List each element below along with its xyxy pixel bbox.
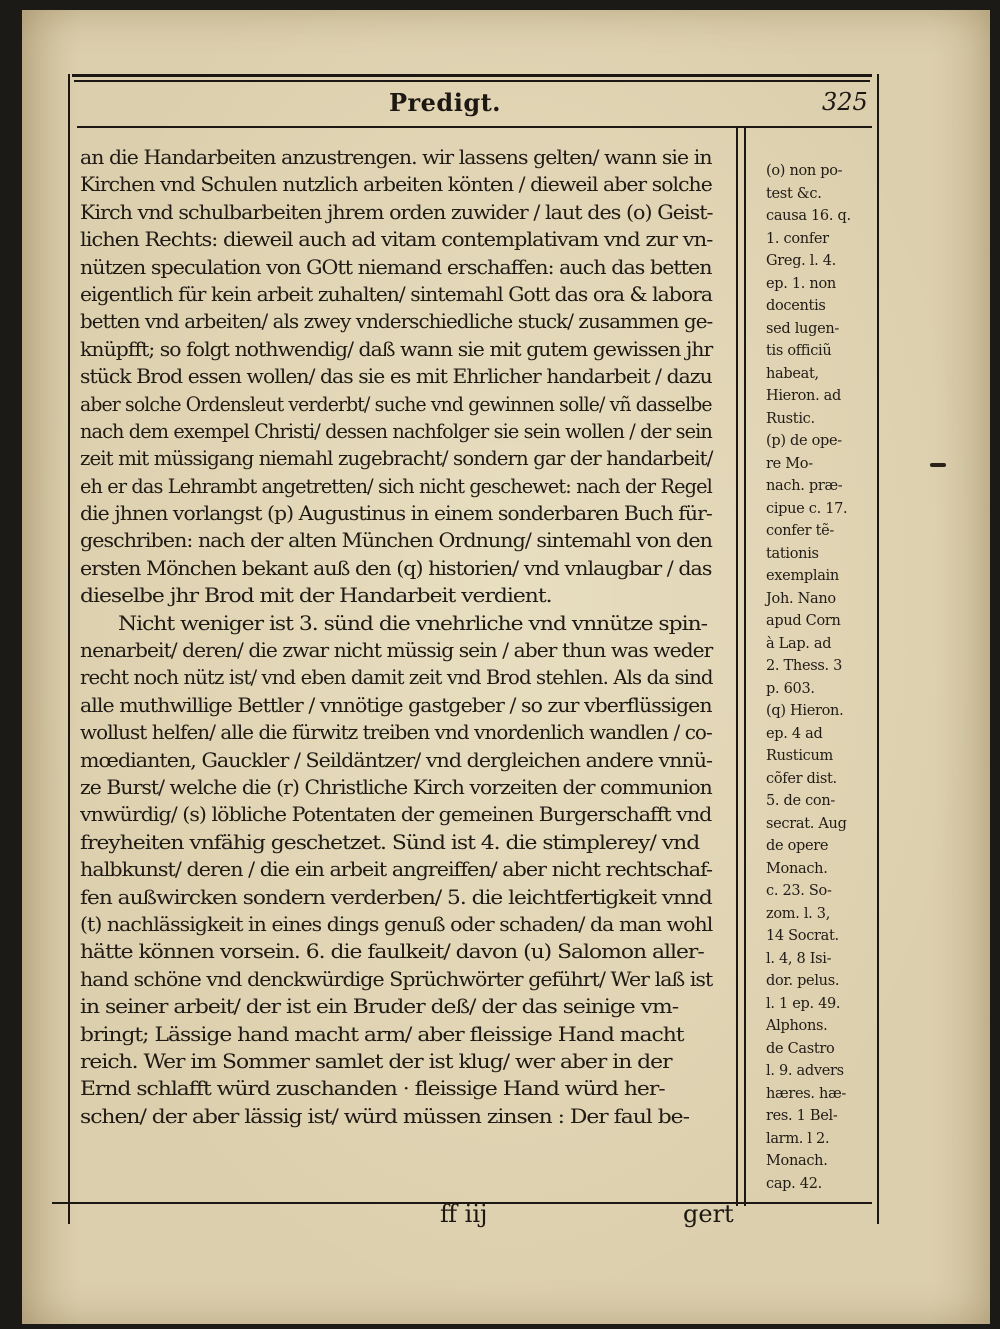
margin-note-line: p. 603. (766, 680, 815, 697)
margin-note-line: causa 16. q. (766, 208, 851, 224)
text-line: ersten Mönchen bekant auß den (q) historien/ vnd vnlaugbar / das (80, 556, 712, 580)
text-line: reich. Wer im Sommer samlet der ist klug/ wer aber in der (80, 1049, 672, 1073)
ink-mark (930, 463, 946, 467)
margin-note-line: larm. l 2. (766, 1130, 830, 1147)
text-line: freyheiten vnfähig geschetzet. Sünd ist 4. die stimplerey/ vnd (80, 830, 700, 854)
margin-note-line: docentis (766, 298, 826, 314)
text-line: nützen speculation von GOtt niemand erschaffen: auch das betten (80, 255, 712, 279)
text-line: dieselbe jhr Brod mit der Handarbeit verdient. (80, 584, 552, 608)
text-line: lichen Rechts: dieweil auch ad vitam contemplativam vnd zur vn- (80, 228, 713, 252)
margin-note-line: 1. confer (766, 230, 829, 247)
margin-note-line: sed lugen- (766, 320, 839, 337)
margin-note-line: ep. 4 ad (766, 725, 823, 742)
margin-note-line: zom. l. 3, (766, 905, 831, 922)
text-line: eh er das Lehrambt angetretten/ sich nicht geschewet: nach der Regel (80, 474, 712, 498)
margin-note-line: 5. de con- (766, 793, 836, 809)
text-line: vnwürdig/ (s) löbliche Potentaten der gemeinen Burgerschafft vnd (80, 803, 712, 827)
text-line: ze Burst/ welche die (r) Christliche Kirch vorzeiten der communion (80, 775, 712, 799)
text-line: an die Handarbeiten anzustrengen. wir lassens gelten/ wann sie in (80, 146, 712, 169)
text-line: Ernd schlafft würd zuschanden · fleissige Hand würd her- (80, 1077, 665, 1101)
margin-note-line: tationis (766, 545, 819, 562)
text-line: wollust helfen/ alle die fürwitz treiben vnd vnordenlich wandlen / co- (80, 721, 712, 745)
page-number: 325 (822, 88, 868, 116)
margin-note-line: Joh. Nano (766, 590, 836, 607)
margin-note-line: cipue c. 17. (766, 500, 848, 517)
main-text-column (80, 144, 744, 1194)
margin-note-line: 2. Thess. 3 (766, 658, 843, 674)
margin-note-line: Monach. (766, 1153, 828, 1169)
margin-note-line: de Castro (766, 1040, 835, 1057)
left-frame-rule (68, 74, 70, 1224)
text-line: bringt; Lässige hand macht arm/ aber fleissige Hand macht (80, 1022, 684, 1046)
text-line: die jhnen vorlangst (p) Augustinus in einem sonderbaren Buch für- (80, 502, 712, 526)
signature-mark: ff iij (440, 1200, 488, 1228)
margin-note-line: re Mo- (766, 455, 813, 472)
margin-note-line: c. 23. So- (766, 883, 832, 899)
margin-note-line: (p) de ope- (766, 433, 842, 449)
margin-note-line: l. 9. advers (766, 1063, 844, 1079)
margin-note-line: dor. pelus. (766, 973, 840, 989)
margin-note-line: habeat, (766, 365, 819, 382)
text-line: alle muthwillige Bettler / vnnötige gastgeber / so zur vberflüssigen (80, 693, 712, 717)
margin-note-line: (o) non po- (766, 163, 843, 179)
margin-note-line: Monach. (766, 860, 828, 877)
margin-note-line: exemplain (766, 568, 839, 584)
margin-note-line: 14 Socrat. (766, 928, 839, 944)
text-line: knüpfft; so folgt nothwendig/ daß wann sie mit gutem gewissen jhr (80, 337, 713, 361)
text-line: Nicht weniger ist 3. sünd die vnehrliche vnd vnnütze spin- (118, 611, 707, 635)
text-line: nenarbeit/ deren/ die zwar nicht müssig sein / aber thun was weder (80, 639, 713, 663)
margin-note-line: tis officiũ (766, 343, 832, 359)
text-line: aber solche Ordensleut verderbt/ suche vnd gewinnen solle/ vñ dasselbe (80, 392, 712, 416)
running-head: Predigt. (388, 88, 502, 117)
text-line: hätte können vorsein. 6. die faulkeit/ davon (u) Salomon aller- (80, 940, 704, 964)
margin-note-line: (q) Hieron. (766, 703, 844, 719)
text-line: stück Brod essen wollen/ das sie es mit Ehrlicher handarbeit / dazu (80, 365, 712, 389)
text-line: halbkunst/ deren / die ein arbeit angreiffen/ aber nicht rechtschaf- (80, 858, 713, 882)
text-line: Kirch vnd schulbarbeiten jhrem orden zuwider / laut des (o) Geist- (80, 200, 713, 224)
margin-note-line: Rusticum (766, 748, 833, 764)
margin-note-line: cõfer dist. (766, 770, 837, 787)
margin-note-line: ep. 1. non (766, 275, 836, 292)
margin-note-line: apud Corn (766, 613, 841, 629)
margin-note-line: l. 1 ep. 49. (766, 995, 841, 1012)
text-line: in seiner arbeit/ der ist ein Bruder deß/ der das seinige vm- (80, 995, 679, 1019)
text-line: nach dem exempel Christi/ dessen nachfolger sie sein wollen / der sein (80, 419, 712, 443)
text-line: (t) nachlässigkeit in eines dings genuß oder schaden/ da man wohl (80, 912, 713, 936)
right-frame-rule (877, 74, 879, 1224)
margin-note-line: à Lap. ad (766, 635, 832, 652)
text-line: fen außwircken sondern verderben/ 5. die leichtfertigkeit vnnd (80, 885, 712, 909)
margin-note-line: Greg. l. 4. (766, 253, 836, 269)
margin-note-line: res. 1 Bel- (766, 1108, 838, 1124)
text-line: mœdianten, Gauckler / Seildäntzer/ vnd dergleichen andere vnnü- (80, 748, 713, 772)
margin-note-line: cap. 42. (766, 1175, 822, 1192)
text-line: hand schöne vnd denckwürdige Sprüchwörter geführt/ Wer laß ist (80, 967, 713, 991)
text-line: eigentlich für kein arbeit zuhalten/ sintemahl Gott das ora & labora (80, 282, 712, 306)
text-line: betten vnd arbeiten/ als zwey vnderschiedliche stuck/ zusammen ge- (80, 310, 713, 334)
margin-note-line: Rustic. (766, 410, 815, 427)
header-rule-thin (74, 80, 870, 82)
text-line: recht noch nütz ist/ vnd eben damit zeit vnd Brod stehlen. Als da sind (80, 666, 713, 690)
margin-note-line: l. 4, 8 Isi- (766, 950, 832, 967)
text-line: schen/ der aber lässig ist/ würd müssen zinsen : Der faul be- (80, 1104, 689, 1128)
margin-notes-column (766, 160, 874, 1195)
catchword: gert (683, 1200, 734, 1228)
text-line: geschriben: nach der alten München Ordnung/ sintemahl von den (80, 529, 712, 553)
margin-note-line: Hieron. ad (766, 388, 842, 404)
text-line: zeit mit müssigang niemahl zugebracht/ sondern gar der handarbeit/ (80, 447, 713, 471)
margin-note-line: Alphons. (766, 1018, 828, 1034)
margin-note-line: hæres. hæ- (766, 1085, 847, 1102)
margin-note-line: secrat. Aug (766, 815, 847, 832)
margin-note-line: test &c. (766, 185, 822, 202)
header-underline (77, 126, 872, 128)
column-rule-right (744, 126, 746, 1206)
text-line: Kirchen vnd Schulen nutzlich arbeiten könten / dieweil aber solche (80, 173, 712, 197)
header-rule-thick (72, 74, 872, 77)
margin-note-line: de opere (766, 838, 829, 854)
margin-note-line: confer tẽ- (766, 523, 834, 539)
margin-note-line: nach. præ- (766, 478, 843, 494)
